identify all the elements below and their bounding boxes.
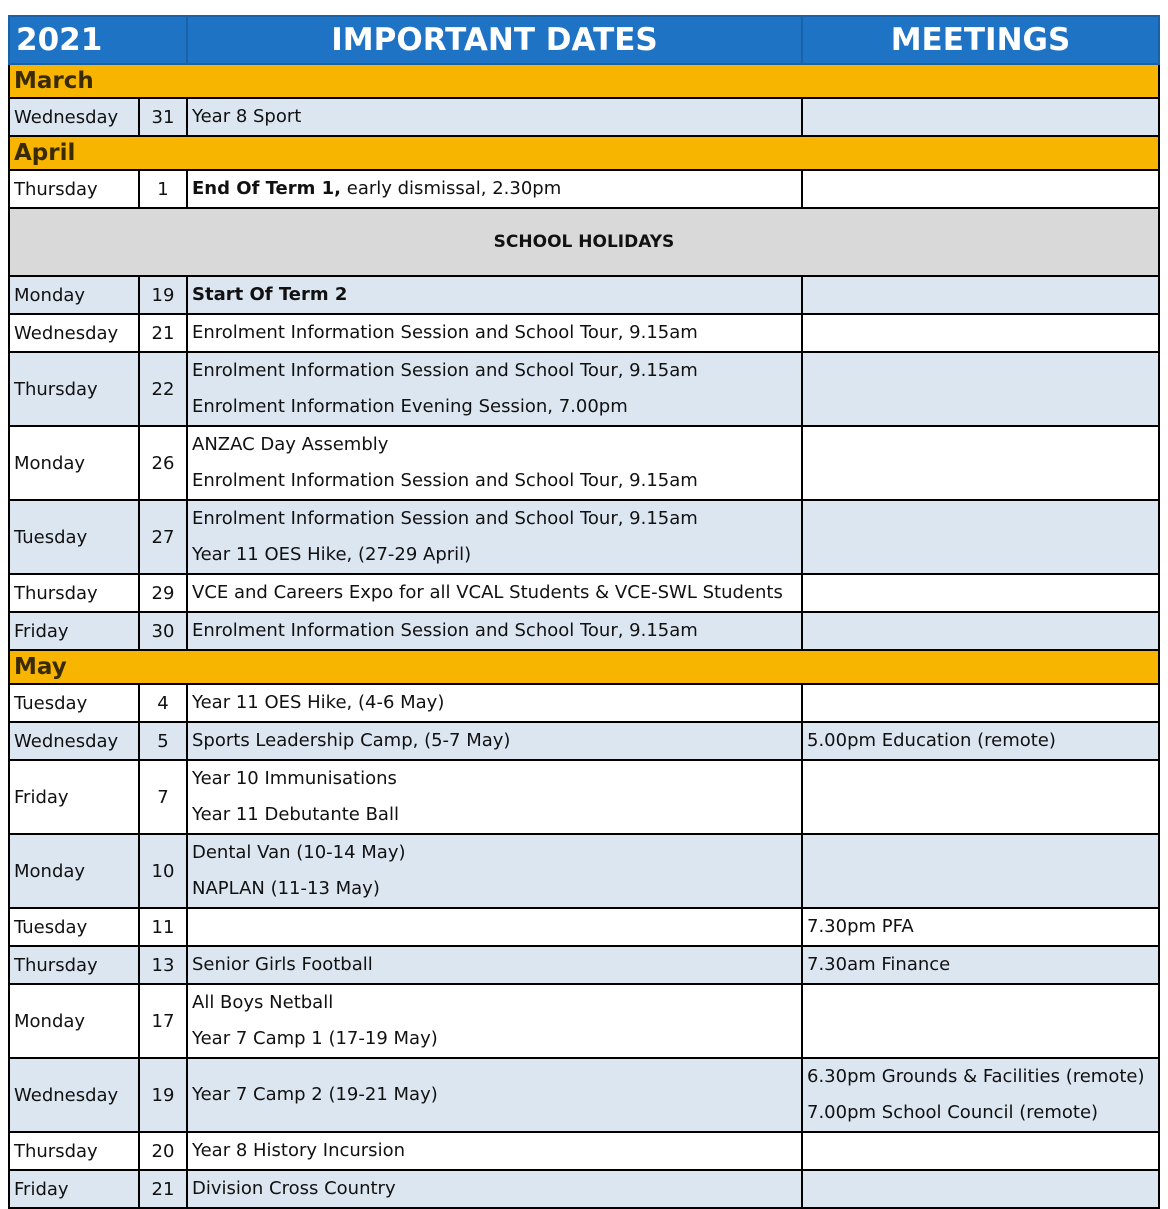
date-cell: 21 [139, 1170, 187, 1208]
meeting-cell [802, 426, 1159, 500]
event-text: Enrolment Information Session and School Tour, 9.15am [192, 322, 698, 343]
event-line [192, 353, 797, 389]
day-cell: Wednesday [9, 98, 139, 136]
event-row [9, 684, 1159, 722]
day-cell: Friday [9, 612, 139, 650]
event-text: Enrolment Information Session and School Tour, 9.15am [192, 508, 698, 529]
date-cell: 4 [139, 684, 187, 722]
event-row [9, 760, 1159, 834]
event-cell [187, 722, 802, 760]
event-cell [187, 946, 802, 984]
event-row [9, 1132, 1159, 1170]
meeting-line: 7.30pm PFA [807, 916, 914, 937]
event-text: All Boys Netball [192, 992, 334, 1013]
event-cell [187, 684, 802, 722]
meeting-cell [802, 1058, 1159, 1132]
event-row [9, 500, 1159, 574]
event-line [192, 501, 797, 537]
event-cell [187, 352, 802, 426]
day-cell: Wednesday [9, 722, 139, 760]
meeting-cell [802, 500, 1159, 574]
event-text: Division Cross Country [192, 1178, 396, 1199]
event-line [192, 427, 797, 463]
day-cell: Monday [9, 984, 139, 1058]
month-label: April [9, 136, 1159, 170]
date-cell: 26 [139, 426, 187, 500]
event-line [192, 797, 797, 833]
event-row [9, 276, 1159, 314]
event-line [192, 537, 797, 573]
event-line [192, 389, 797, 425]
event-line [192, 985, 797, 1021]
month-row [9, 136, 1159, 170]
event-text: early dismissal, 2.30pm [341, 178, 562, 199]
event-text: VCE and Careers Expo for all VCAL Students & VCE-SWL Students [192, 582, 783, 603]
event-cell [187, 834, 802, 908]
event-cell [187, 574, 802, 612]
event-line [192, 171, 797, 207]
date-cell: 1 [139, 170, 187, 208]
important-dates-heading: IMPORTANT DATES [187, 16, 802, 64]
meeting-cell [802, 276, 1159, 314]
meeting-cell [802, 984, 1159, 1058]
event-bold-text: End Of Term 1, [192, 178, 342, 199]
meeting-cell [802, 574, 1159, 612]
date-cell: 21 [139, 314, 187, 352]
meetings-heading: MEETINGS [802, 16, 1159, 64]
event-cell [187, 170, 802, 208]
day-cell: Thursday [9, 352, 139, 426]
day-cell: Wednesday [9, 314, 139, 352]
important-dates-sheet [8, 15, 1158, 1209]
event-line [192, 463, 797, 499]
date-cell: 10 [139, 834, 187, 908]
event-row [9, 612, 1159, 650]
event-text: Year 11 OES Hike, (4-6 May) [192, 692, 445, 713]
day-cell: Thursday [9, 574, 139, 612]
event-text: Senior Girls Football [192, 954, 373, 975]
event-cell [187, 908, 802, 946]
event-bold-text: Start Of Term 2 [192, 284, 348, 305]
event-row [9, 722, 1159, 760]
event-row [9, 984, 1159, 1058]
meeting-line: 5.00pm Education (remote) [807, 730, 1056, 751]
event-row [9, 946, 1159, 984]
event-cell [187, 98, 802, 136]
event-line [192, 871, 797, 907]
meeting-cell [802, 612, 1159, 650]
event-text: Year 11 OES Hike, (27-29 April) [192, 544, 472, 565]
meeting-line: 7.00pm School Council (remote) [807, 1102, 1099, 1123]
meeting-cell [802, 170, 1159, 208]
event-text: Year 8 History Incursion [192, 1140, 405, 1161]
day-cell: Tuesday [9, 684, 139, 722]
event-text: Dental Van (10-14 May) [192, 842, 406, 863]
date-cell: 13 [139, 946, 187, 984]
date-cell: 19 [139, 276, 187, 314]
event-row [9, 98, 1159, 136]
date-cell: 22 [139, 352, 187, 426]
month-row [9, 64, 1159, 98]
dates-table [8, 15, 1160, 1209]
event-line [192, 835, 797, 871]
meeting-line: 6.30pm Grounds & Facilities (remote) [807, 1066, 1145, 1087]
event-row [9, 1170, 1159, 1208]
event-line [192, 575, 797, 611]
meeting-cell [802, 722, 1159, 760]
event-text: Enrolment Information Evening Session, 7.00pm [192, 396, 628, 417]
event-line [192, 1077, 797, 1113]
event-row [9, 170, 1159, 208]
day-cell: Thursday [9, 946, 139, 984]
day-cell: Tuesday [9, 908, 139, 946]
meeting-cell [802, 1170, 1159, 1208]
meeting-cell [802, 908, 1159, 946]
year-heading: 2021 [9, 16, 187, 64]
meeting-cell [802, 684, 1159, 722]
month-row [9, 650, 1159, 684]
day-cell: Friday [9, 760, 139, 834]
event-cell [187, 760, 802, 834]
date-cell: 7 [139, 760, 187, 834]
event-text: Year 11 Debutante Ball [192, 804, 399, 825]
event-cell [187, 276, 802, 314]
event-line [192, 1133, 797, 1169]
meeting-cell [802, 760, 1159, 834]
event-text: Year 8 Sport [192, 106, 302, 127]
meeting-cell [802, 314, 1159, 352]
event-line [192, 1021, 797, 1057]
event-cell [187, 1132, 802, 1170]
day-cell: Thursday [9, 170, 139, 208]
date-cell: 27 [139, 500, 187, 574]
day-cell: Wednesday [9, 1058, 139, 1132]
event-row [9, 574, 1159, 612]
meeting-cell [802, 946, 1159, 984]
date-cell: 11 [139, 908, 187, 946]
event-line [192, 947, 797, 983]
event-cell [187, 1058, 802, 1132]
meeting-cell [802, 1132, 1159, 1170]
event-text: Enrolment Information Session and School Tour, 9.15am [192, 360, 698, 381]
event-cell [187, 1170, 802, 1208]
date-cell: 20 [139, 1132, 187, 1170]
event-cell [187, 500, 802, 574]
date-cell: 30 [139, 612, 187, 650]
event-row [9, 1058, 1159, 1132]
event-line [192, 723, 797, 759]
event-row [9, 352, 1159, 426]
event-line [192, 761, 797, 797]
event-text: NAPLAN (11-13 May) [192, 878, 380, 899]
event-line [192, 277, 797, 313]
event-text: Enrolment Information Session and School Tour, 9.15am [192, 620, 698, 641]
event-cell [187, 314, 802, 352]
day-cell: Friday [9, 1170, 139, 1208]
event-row [9, 908, 1159, 946]
event-text: Year 7 Camp 1 (17-19 May) [192, 1028, 438, 1049]
meeting-cell [802, 98, 1159, 136]
holiday-row [9, 208, 1159, 276]
day-cell: Monday [9, 834, 139, 908]
title-row [9, 16, 1159, 64]
month-label: March [9, 64, 1159, 98]
meeting-line: 7.30am Finance [807, 954, 951, 975]
event-line [192, 99, 797, 135]
date-cell: 5 [139, 722, 187, 760]
event-cell [187, 426, 802, 500]
event-row [9, 314, 1159, 352]
event-cell [187, 984, 802, 1058]
event-row [9, 834, 1159, 908]
day-cell: Monday [9, 276, 139, 314]
day-cell: Monday [9, 426, 139, 500]
event-text: Year 10 Immunisations [192, 768, 397, 789]
meeting-cell [802, 834, 1159, 908]
event-text: ANZAC Day Assembly [192, 434, 389, 455]
holiday-label: SCHOOL HOLIDAYS [9, 208, 1159, 276]
date-cell: 29 [139, 574, 187, 612]
month-label: May [9, 650, 1159, 684]
event-text: Enrolment Information Session and School Tour, 9.15am [192, 470, 698, 491]
event-line [192, 315, 797, 351]
event-cell [187, 612, 802, 650]
date-cell: 17 [139, 984, 187, 1058]
meeting-cell [802, 352, 1159, 426]
event-line [192, 1171, 797, 1207]
event-row [9, 426, 1159, 500]
event-line [192, 685, 797, 721]
date-cell: 19 [139, 1058, 187, 1132]
day-cell: Tuesday [9, 500, 139, 574]
event-text: Year 7 Camp 2 (19-21 May) [192, 1084, 438, 1105]
event-text: Sports Leadership Camp, (5-7 May) [192, 730, 511, 751]
day-cell: Thursday [9, 1132, 139, 1170]
event-line [192, 613, 797, 649]
date-cell: 31 [139, 98, 187, 136]
